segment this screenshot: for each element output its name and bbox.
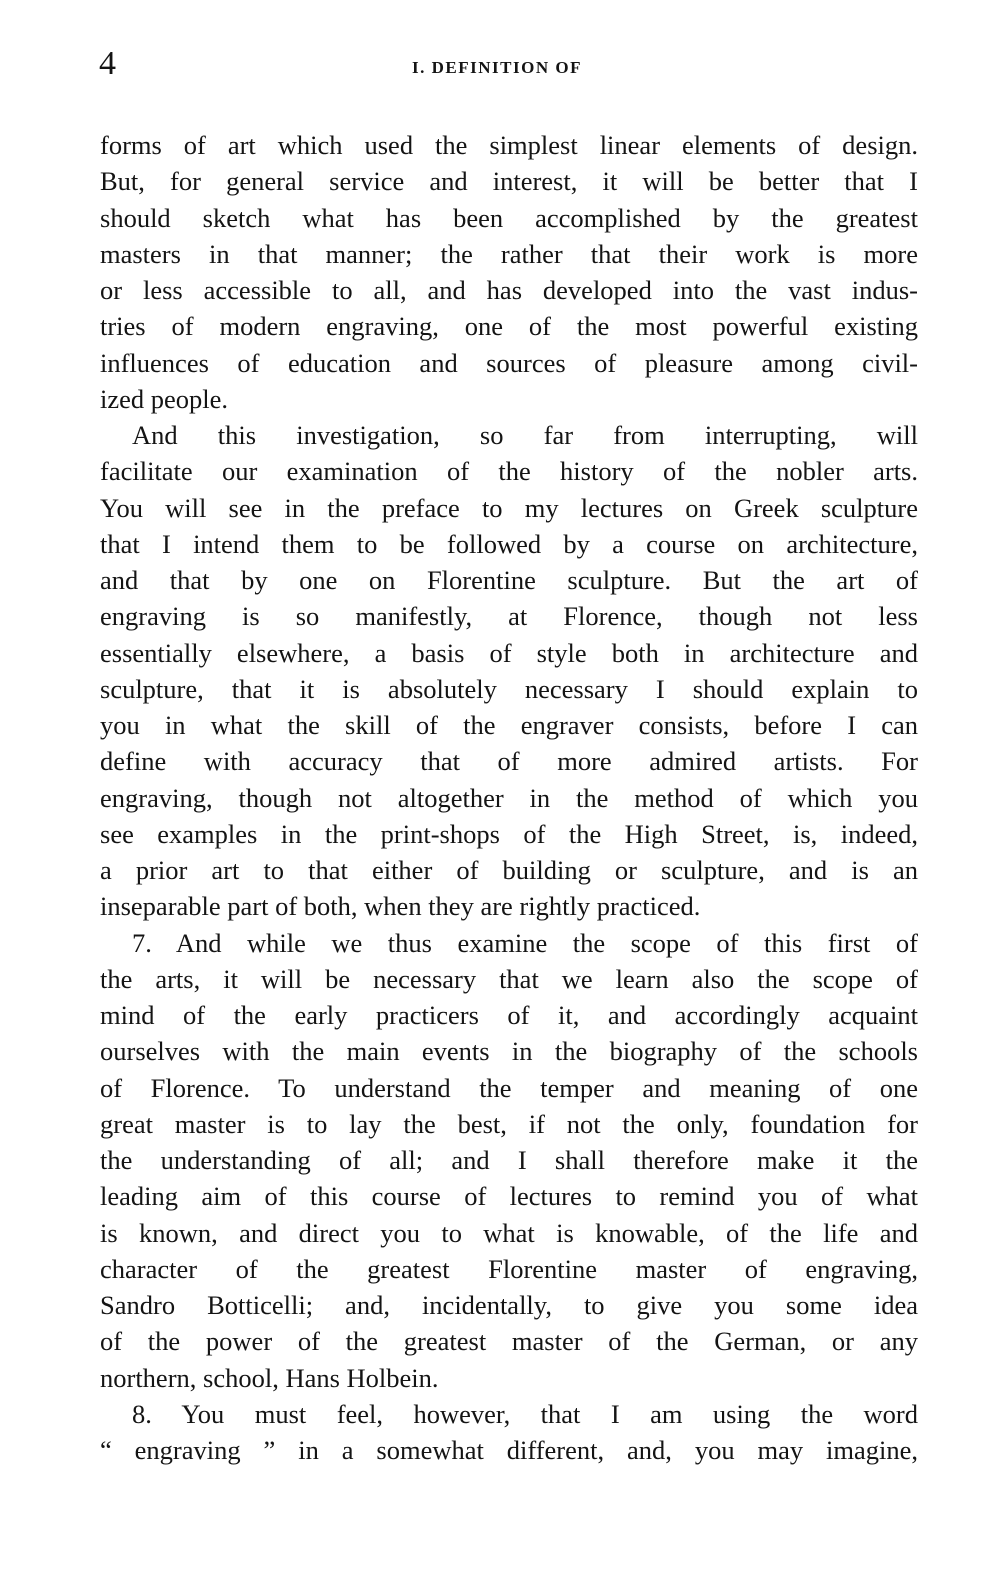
text-line: ized people. [100, 383, 229, 414]
text-line: northern, school, Hans Holbein. [100, 1362, 439, 1393]
text-line: see examples in the print-shops of the High Street, is, indeed, [100, 818, 918, 849]
text-line: But, for general service and interest, it will be better that I [100, 166, 918, 197]
text-line: inseparable part of both, when they are rightly practiced. [100, 891, 701, 922]
text-line: forms of art which used the simplest linear elements of design. [100, 130, 918, 160]
text-line: And this investigation, so far from interrupting, will [132, 420, 918, 450]
text-line: of the power of the greatest master of the German, or any [100, 1326, 918, 1357]
text-line: “ engraving ” in a somewhat different, and, you may imagine, [100, 1435, 918, 1465]
text-line: the arts, it will be necessary that we learn also the scope of [100, 963, 918, 994]
text-line: great master is to lay the best, if not the only, foundation for [100, 1108, 918, 1139]
text-line: you in what the skill of the engraver consists, before I can [100, 710, 918, 740]
text-line: or less accessible to all, and has developed into the vast indus- [100, 275, 918, 305]
text-line: 8. You must feel, however, that I am using the word [132, 1398, 918, 1429]
text-line: ourselves with the main events in the biography of the schools [100, 1036, 918, 1067]
running-title [0, 58, 1000, 78]
text-line: Sandro Botticelli; and, incidentally, to give you some idea [100, 1290, 918, 1320]
text-line: masters in that manner; the rather that their work is more [100, 238, 918, 269]
text-line: of Florence. To understand the temper and meaning of one [100, 1072, 918, 1103]
body-text [100, 127, 918, 1468]
text-line: facilitate our examination of the history of the nobler arts. [100, 456, 918, 487]
text-line: that I intend them to be followed by a course on architecture, [100, 528, 918, 559]
text-line: is known, and direct you to what is knowable, of the life and [100, 1217, 918, 1248]
text-line: leading aim of this course of lectures to remind you of what [100, 1181, 918, 1212]
text-line: influences of education and sources of pleasure among civil- [100, 347, 918, 378]
text-line: engraving, though not altogether in the method of which you [100, 782, 918, 813]
text-line: engraving is so manifestly, at Florence, though not less [100, 601, 918, 632]
text-line: the understanding of all; and I shall therefore make it the [100, 1145, 918, 1175]
text-line: tries of modern engraving, one of the most powerful existing [100, 311, 918, 342]
running-title-text: I. DEFINITION OF [412, 58, 582, 77]
text-line: define with accuracy that of more admired artists. For [100, 746, 918, 777]
text-line: should sketch what has been accomplished by the greatest [100, 202, 918, 233]
text-line: sculpture, that it is absolutely necessary I should explain to [100, 673, 918, 704]
page-number: 4 [99, 45, 116, 82]
text-line: You will see in the preface to my lectures on Greek sculpture [100, 492, 918, 523]
text-line: and that by one on Florentine sculpture. But the art of [100, 565, 918, 595]
text-line: essentially elsewhere, a basis of style both in architecture and [100, 637, 918, 668]
text-line: mind of the early practicers of it, and accordingly acquaint [100, 1000, 918, 1030]
text-line: a prior art to that either of building or sculpture, and is an [100, 855, 918, 885]
text-line: 7. And while we thus examine the scope of this first of [132, 927, 918, 958]
text-line: character of the greatest Florentine master of engraving, [100, 1253, 918, 1284]
